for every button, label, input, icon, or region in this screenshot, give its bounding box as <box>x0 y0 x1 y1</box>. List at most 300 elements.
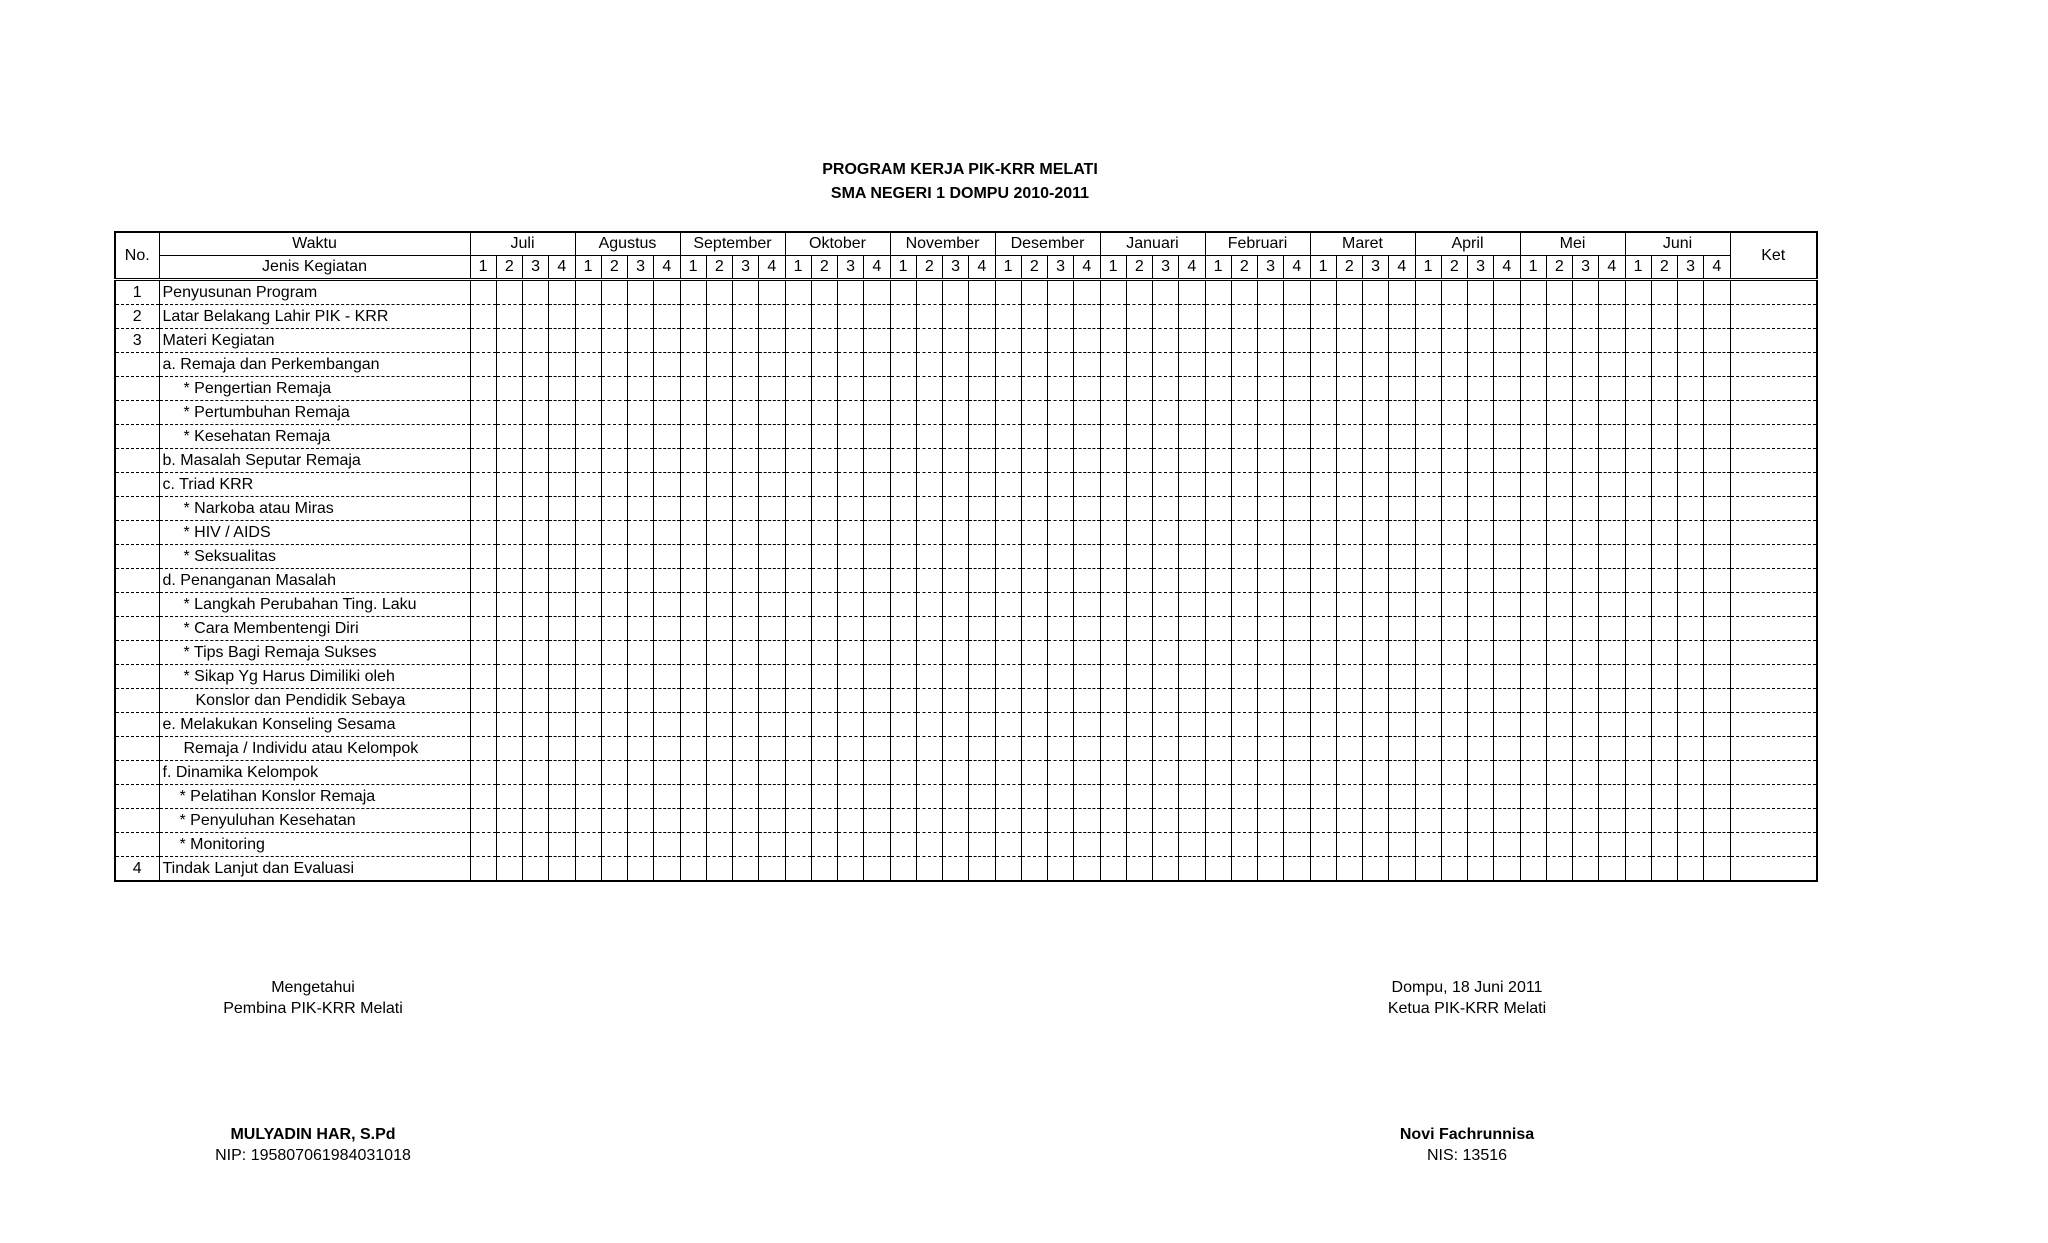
week-cell <box>1441 641 1467 665</box>
week-cell <box>916 401 942 425</box>
week-cell <box>1126 617 1152 641</box>
week-cell <box>1520 329 1546 353</box>
month-header: Agustus <box>575 232 680 256</box>
week-cell <box>890 689 916 713</box>
activity-cell: * HIV / AIDS <box>159 521 470 545</box>
ket-cell <box>1730 569 1817 593</box>
week-cell <box>1310 833 1336 857</box>
week-cell <box>1179 809 1205 833</box>
week-cell <box>654 449 680 473</box>
week-cell <box>733 329 759 353</box>
week-cell <box>759 593 785 617</box>
week-cell <box>1074 665 1100 689</box>
week-cell <box>1284 521 1310 545</box>
week-cell <box>916 473 942 497</box>
activity-cell: * Penyuluhan Kesehatan <box>159 809 470 833</box>
week-cell <box>1048 713 1074 737</box>
table-row <box>115 689 1817 713</box>
week-cell <box>654 329 680 353</box>
week-cell <box>1704 689 1730 713</box>
week-cell <box>864 449 890 473</box>
week-cell <box>1074 833 1100 857</box>
week-cell <box>1126 785 1152 809</box>
week-cell <box>1284 641 1310 665</box>
week-cell <box>628 401 654 425</box>
week-cell <box>1389 377 1415 401</box>
week-cell <box>601 449 627 473</box>
week-cell <box>1231 593 1257 617</box>
week-cell <box>995 617 1021 641</box>
week-cell <box>1678 737 1704 761</box>
week-cell <box>1205 545 1231 569</box>
week-cell <box>1363 809 1389 833</box>
week-cell <box>838 833 864 857</box>
week-cell <box>1651 737 1677 761</box>
week-cell <box>1546 857 1572 882</box>
week-cell <box>496 665 522 689</box>
week-cell <box>1599 689 1625 713</box>
week-cell <box>1336 545 1362 569</box>
left-signature-block <box>113 979 513 1018</box>
week-cell <box>470 857 496 882</box>
week-cell <box>601 473 627 497</box>
week-cell <box>1704 809 1730 833</box>
week-cell <box>969 425 995 449</box>
week-cell <box>1625 857 1651 882</box>
week-cell <box>1625 545 1651 569</box>
week-cell <box>916 425 942 449</box>
week-cell <box>759 377 785 401</box>
week-cell <box>1179 665 1205 689</box>
week-cell <box>1021 353 1047 377</box>
week-cell <box>943 449 969 473</box>
week-cell <box>1021 377 1047 401</box>
week-cell <box>1651 713 1677 737</box>
week-cell <box>943 785 969 809</box>
week-cell <box>1153 545 1179 569</box>
week-cell <box>549 497 575 521</box>
week-cell <box>601 425 627 449</box>
week-cell <box>1389 785 1415 809</box>
week-cell <box>1021 785 1047 809</box>
week-cell <box>1625 809 1651 833</box>
week-cell <box>1100 497 1126 521</box>
week-cell <box>1284 377 1310 401</box>
week-header: 3 <box>1048 256 1074 280</box>
week-cell <box>654 833 680 857</box>
week-cell <box>1441 545 1467 569</box>
week-cell <box>916 665 942 689</box>
week-header: 4 <box>1284 256 1310 280</box>
ket-cell <box>1730 353 1817 377</box>
week-cell <box>1153 665 1179 689</box>
week-cell <box>1704 449 1730 473</box>
week-cell <box>995 689 1021 713</box>
week-cell <box>1284 809 1310 833</box>
week-cell <box>785 521 811 545</box>
week-cell <box>1389 833 1415 857</box>
week-cell <box>1258 305 1284 329</box>
week-cell <box>785 329 811 353</box>
week-cell <box>601 377 627 401</box>
month-header: Mei <box>1520 232 1625 256</box>
week-cell <box>890 353 916 377</box>
week-cell <box>1546 329 1572 353</box>
week-cell <box>995 521 1021 545</box>
week-header: 4 <box>549 256 575 280</box>
left-sign-line2: Pembina PIK-KRR Melati <box>223 1000 403 1017</box>
week-cell <box>549 401 575 425</box>
week-cell <box>1126 521 1152 545</box>
week-cell <box>1415 761 1441 785</box>
week-cell <box>838 737 864 761</box>
ket-cell <box>1730 833 1817 857</box>
row-number <box>115 593 159 617</box>
week-cell <box>1441 329 1467 353</box>
week-cell <box>995 401 1021 425</box>
week-cell <box>1205 497 1231 521</box>
week-cell <box>1231 857 1257 882</box>
week-cell <box>838 665 864 689</box>
week-cell <box>1494 425 1520 449</box>
week-cell <box>1231 329 1257 353</box>
week-cell <box>628 833 654 857</box>
week-header: 1 <box>1205 256 1231 280</box>
row-number <box>115 689 159 713</box>
week-cell <box>680 353 706 377</box>
week-cell <box>1100 280 1126 305</box>
week-cell <box>1678 665 1704 689</box>
week-cell <box>759 353 785 377</box>
week-cell <box>1336 305 1362 329</box>
week-cell <box>523 305 549 329</box>
week-cell <box>1126 713 1152 737</box>
week-cell <box>1231 809 1257 833</box>
week-cell <box>1074 857 1100 882</box>
week-cell <box>654 473 680 497</box>
week-header: 4 <box>1074 256 1100 280</box>
week-cell <box>733 761 759 785</box>
week-cell <box>1258 785 1284 809</box>
week-cell <box>1704 713 1730 737</box>
week-cell <box>785 761 811 785</box>
week-cell <box>549 593 575 617</box>
week-cell <box>1153 305 1179 329</box>
week-header: 4 <box>1179 256 1205 280</box>
week-cell <box>1336 521 1362 545</box>
week-cell <box>1494 449 1520 473</box>
week-cell <box>1284 473 1310 497</box>
week-cell <box>523 280 549 305</box>
week-cell <box>1363 857 1389 882</box>
week-cell <box>890 569 916 593</box>
week-cell <box>523 353 549 377</box>
week-cell <box>470 473 496 497</box>
week-cell <box>1231 713 1257 737</box>
week-cell <box>1074 449 1100 473</box>
month-header: Juni <box>1625 232 1730 256</box>
week-cell <box>1363 569 1389 593</box>
week-cell <box>759 665 785 689</box>
week-cell <box>1678 569 1704 593</box>
week-cell <box>1231 449 1257 473</box>
week-cell <box>995 473 1021 497</box>
table-row <box>115 377 1817 401</box>
week-cell <box>1651 689 1677 713</box>
week-cell <box>1205 617 1231 641</box>
week-cell <box>523 665 549 689</box>
ket-cell <box>1730 593 1817 617</box>
week-cell <box>1205 641 1231 665</box>
week-cell <box>1100 425 1126 449</box>
week-cell <box>1389 641 1415 665</box>
week-cell <box>733 521 759 545</box>
week-cell <box>1100 377 1126 401</box>
week-cell <box>1074 809 1100 833</box>
week-cell <box>601 329 627 353</box>
ket-cell <box>1730 737 1817 761</box>
ket-cell <box>1730 641 1817 665</box>
week-cell <box>1231 665 1257 689</box>
week-cell <box>916 497 942 521</box>
week-cell <box>1100 569 1126 593</box>
week-cell <box>680 593 706 617</box>
week-cell <box>838 809 864 833</box>
week-cell <box>864 857 890 882</box>
week-cell <box>1599 329 1625 353</box>
right-signature-block <box>1267 979 1667 1018</box>
week-cell <box>1100 689 1126 713</box>
week-cell <box>1126 593 1152 617</box>
week-cell <box>969 641 995 665</box>
week-cell <box>1415 785 1441 809</box>
week-cell <box>1284 425 1310 449</box>
week-cell <box>916 689 942 713</box>
week-cell <box>1704 833 1730 857</box>
week-cell <box>943 641 969 665</box>
week-cell <box>1599 305 1625 329</box>
week-cell <box>1494 785 1520 809</box>
week-cell <box>1520 593 1546 617</box>
week-cell <box>969 689 995 713</box>
week-cell <box>1048 857 1074 882</box>
row-number <box>115 521 159 545</box>
week-cell <box>1520 353 1546 377</box>
week-cell <box>1258 569 1284 593</box>
week-cell <box>1021 401 1047 425</box>
week-cell <box>1678 833 1704 857</box>
table-row <box>115 497 1817 521</box>
week-cell <box>838 713 864 737</box>
week-cell <box>1520 569 1546 593</box>
activity-cell: Remaja / Individu atau Kelompok <box>159 737 470 761</box>
week-cell <box>523 857 549 882</box>
week-cell <box>1048 449 1074 473</box>
week-cell <box>706 377 732 401</box>
week-cell <box>680 785 706 809</box>
week-cell <box>470 593 496 617</box>
week-cell <box>1546 353 1572 377</box>
week-cell <box>654 785 680 809</box>
week-cell <box>1546 713 1572 737</box>
week-cell <box>890 809 916 833</box>
week-header: 4 <box>654 256 680 280</box>
week-cell <box>654 569 680 593</box>
week-cell <box>759 641 785 665</box>
week-cell <box>1599 569 1625 593</box>
week-cell <box>864 641 890 665</box>
week-cell <box>680 641 706 665</box>
week-cell <box>759 280 785 305</box>
week-cell <box>1336 761 1362 785</box>
week-cell <box>1520 785 1546 809</box>
week-cell <box>1651 329 1677 353</box>
week-cell <box>1126 545 1152 569</box>
week-cell <box>628 521 654 545</box>
week-cell <box>628 425 654 449</box>
week-cell <box>1468 545 1494 569</box>
week-cell <box>523 497 549 521</box>
week-cell <box>1573 641 1599 665</box>
week-cell <box>1363 665 1389 689</box>
week-cell <box>1546 641 1572 665</box>
week-cell <box>1100 857 1126 882</box>
activity-cell: c. Triad KRR <box>159 473 470 497</box>
week-cell <box>628 617 654 641</box>
waktu-header: Waktu <box>159 232 470 256</box>
week-cell <box>1284 569 1310 593</box>
week-cell <box>628 761 654 785</box>
week-cell <box>1074 545 1100 569</box>
week-cell <box>1179 473 1205 497</box>
week-cell <box>1048 569 1074 593</box>
week-header: 4 <box>864 256 890 280</box>
week-cell <box>1520 665 1546 689</box>
week-cell <box>680 473 706 497</box>
week-cell <box>1599 809 1625 833</box>
week-cell <box>1468 857 1494 882</box>
week-cell <box>995 569 1021 593</box>
month-header: September <box>680 232 785 256</box>
week-cell <box>1179 545 1205 569</box>
table-row <box>115 713 1817 737</box>
week-cell <box>1310 689 1336 713</box>
week-cell <box>1363 785 1389 809</box>
week-cell <box>1494 280 1520 305</box>
week-cell <box>549 737 575 761</box>
right-signatory-name: Novi Fachrunnisa <box>1399 1126 1535 1143</box>
week-cell <box>1074 377 1100 401</box>
week-cell <box>654 809 680 833</box>
week-cell <box>654 737 680 761</box>
week-cell <box>1441 377 1467 401</box>
ket-cell <box>1730 809 1817 833</box>
week-cell <box>916 593 942 617</box>
week-cell <box>916 713 942 737</box>
week-cell <box>916 545 942 569</box>
week-cell <box>549 833 575 857</box>
week-cell <box>523 809 549 833</box>
week-cell <box>1336 857 1362 882</box>
week-cell <box>1021 617 1047 641</box>
week-cell <box>1599 521 1625 545</box>
week-cell <box>1573 377 1599 401</box>
week-cell <box>1231 401 1257 425</box>
week-cell <box>811 497 837 521</box>
week-cell <box>1336 497 1362 521</box>
week-cell <box>890 497 916 521</box>
week-cell <box>1468 280 1494 305</box>
week-cell <box>628 497 654 521</box>
week-cell <box>1494 473 1520 497</box>
week-cell <box>1179 521 1205 545</box>
week-cell <box>654 593 680 617</box>
week-cell <box>916 617 942 641</box>
week-cell <box>864 617 890 641</box>
week-cell <box>1284 689 1310 713</box>
week-cell <box>1179 401 1205 425</box>
week-cell <box>523 521 549 545</box>
week-cell <box>1704 545 1730 569</box>
activity-cell: * Seksualitas <box>159 545 470 569</box>
week-cell <box>680 305 706 329</box>
week-cell <box>1625 761 1651 785</box>
week-cell <box>733 353 759 377</box>
week-cell <box>1100 305 1126 329</box>
week-cell <box>1441 713 1467 737</box>
week-cell <box>628 473 654 497</box>
week-cell <box>1074 617 1100 641</box>
week-cell <box>1258 497 1284 521</box>
week-cell <box>838 425 864 449</box>
week-cell <box>785 425 811 449</box>
week-cell <box>575 569 601 593</box>
week-cell <box>759 833 785 857</box>
week-cell <box>1678 761 1704 785</box>
week-cell <box>1441 593 1467 617</box>
week-cell <box>1599 617 1625 641</box>
table-row <box>115 280 1817 305</box>
week-cell <box>916 737 942 761</box>
week-cell <box>1468 425 1494 449</box>
week-cell <box>1153 761 1179 785</box>
week-cell <box>785 280 811 305</box>
week-cell <box>1678 425 1704 449</box>
week-cell <box>733 713 759 737</box>
week-cell <box>706 280 732 305</box>
week-cell <box>1415 593 1441 617</box>
week-cell <box>470 280 496 305</box>
week-cell <box>549 665 575 689</box>
week-cell <box>1415 857 1441 882</box>
week-cell <box>1205 833 1231 857</box>
week-cell <box>470 689 496 713</box>
week-cell <box>1363 401 1389 425</box>
document-title: PROGRAM KERJA PIK-KRR MELATI <box>822 161 1098 178</box>
week-cell <box>628 329 654 353</box>
week-cell <box>890 377 916 401</box>
week-cell <box>838 617 864 641</box>
week-cell <box>1310 353 1336 377</box>
week-cell <box>1205 329 1231 353</box>
week-cell <box>1048 425 1074 449</box>
week-cell <box>1389 545 1415 569</box>
week-cell <box>1179 377 1205 401</box>
week-cell <box>1441 521 1467 545</box>
week-cell <box>1599 761 1625 785</box>
week-cell <box>1468 569 1494 593</box>
week-cell <box>1284 401 1310 425</box>
